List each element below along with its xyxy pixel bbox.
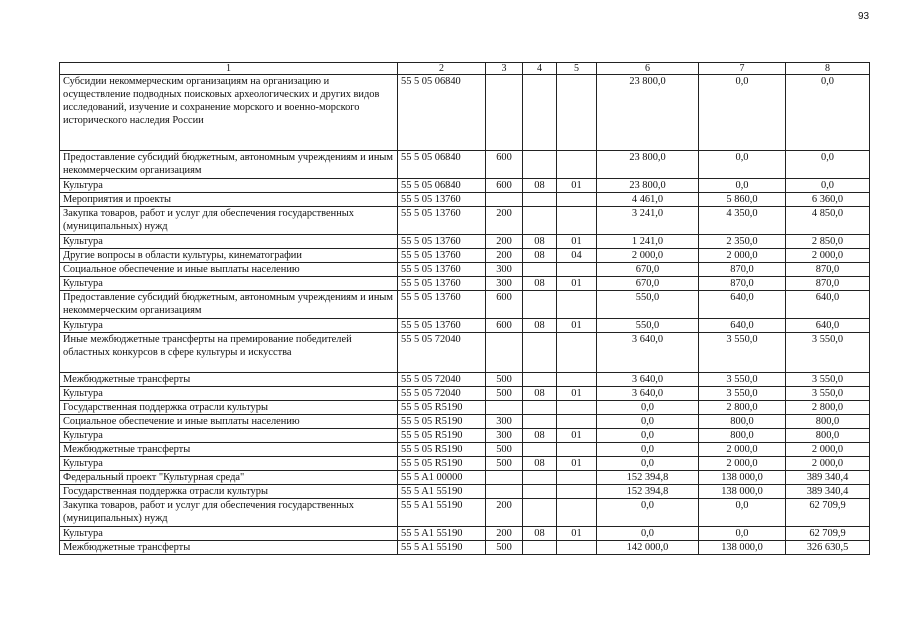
col-header: 7 <box>699 63 786 75</box>
cell-value-7: 138 000,0 <box>699 485 786 499</box>
cell-value-7: 800,0 <box>699 429 786 443</box>
cell-name: Культура <box>60 457 398 471</box>
cell-code: 55 5 05 13760 <box>398 291 486 319</box>
col-header: 1 <box>60 63 398 75</box>
cell-name: Межбюджетные трансферты <box>60 443 398 457</box>
cell-value-8: 389 340,4 <box>786 471 870 485</box>
cell-pr: 04 <box>557 249 597 263</box>
cell-value-7: 3 550,0 <box>699 373 786 387</box>
cell-vr: 200 <box>486 499 523 527</box>
cell-value-6: 670,0 <box>597 277 699 291</box>
cell-rz: 08 <box>523 277 557 291</box>
cell-value-8: 2 850,0 <box>786 235 870 249</box>
cell-value-8: 2 800,0 <box>786 401 870 415</box>
cell-code: 55 5 A1 55190 <box>398 527 486 541</box>
table-row <box>60 277 870 291</box>
cell-name: Государственная поддержка отрасли культуры <box>60 485 398 499</box>
cell-rz: 08 <box>523 235 557 249</box>
cell-name: Федеральный проект "Культурная среда" <box>60 471 398 485</box>
cell-pr <box>557 499 597 527</box>
cell-value-7: 2 350,0 <box>699 235 786 249</box>
cell-vr: 600 <box>486 179 523 193</box>
cell-code: 55 5 05 13760 <box>398 263 486 277</box>
cell-name: Предоставление субсидий бюджетным, автономным учреждениям и иным некоммерческим организациям <box>60 291 398 319</box>
cell-value-6: 550,0 <box>597 319 699 333</box>
cell-rz <box>523 471 557 485</box>
cell-code: 55 5 05 13760 <box>398 235 486 249</box>
cell-vr: 500 <box>486 443 523 457</box>
cell-name: Социальное обеспечение и иные выплаты населению <box>60 263 398 277</box>
cell-value-7: 800,0 <box>699 415 786 429</box>
cell-value-6: 3 640,0 <box>597 333 699 373</box>
table-row <box>60 443 870 457</box>
cell-vr: 600 <box>486 151 523 179</box>
cell-value-7: 3 550,0 <box>699 333 786 373</box>
cell-pr: 01 <box>557 319 597 333</box>
cell-pr: 01 <box>557 179 597 193</box>
cell-name: Культура <box>60 319 398 333</box>
cell-vr: 300 <box>486 415 523 429</box>
cell-value-8: 640,0 <box>786 319 870 333</box>
table-row <box>60 373 870 387</box>
cell-value-7: 5 860,0 <box>699 193 786 207</box>
cell-rz <box>523 499 557 527</box>
cell-value-7: 0,0 <box>699 499 786 527</box>
table-row <box>60 415 870 429</box>
cell-vr: 300 <box>486 277 523 291</box>
cell-vr: 300 <box>486 263 523 277</box>
cell-pr <box>557 443 597 457</box>
table-row <box>60 485 870 499</box>
table-row <box>60 387 870 401</box>
table-row <box>60 541 870 555</box>
cell-rz <box>523 263 557 277</box>
cell-value-7: 2 000,0 <box>699 249 786 263</box>
cell-rz <box>523 443 557 457</box>
cell-rz <box>523 485 557 499</box>
cell-name: Иные межбюджетные трансферты на премирование победителей областных конкурсов в сфере культуры и искусства <box>60 333 398 373</box>
cell-code: 55 5 A1 55190 <box>398 499 486 527</box>
cell-code: 55 5 05 06840 <box>398 179 486 193</box>
cell-code: 55 5 A1 00000 <box>398 471 486 485</box>
cell-rz: 08 <box>523 429 557 443</box>
cell-vr <box>486 471 523 485</box>
cell-pr <box>557 263 597 277</box>
cell-name: Культура <box>60 429 398 443</box>
cell-pr <box>557 291 597 319</box>
cell-code: 55 5 A1 55190 <box>398 541 486 555</box>
cell-value-8: 62 709,9 <box>786 527 870 541</box>
table-row <box>60 291 870 319</box>
cell-value-7: 640,0 <box>699 319 786 333</box>
table-row <box>60 193 870 207</box>
cell-rz: 08 <box>523 527 557 541</box>
cell-pr <box>557 401 597 415</box>
cell-value-8: 800,0 <box>786 415 870 429</box>
table-row <box>60 75 870 151</box>
cell-code: 55 5 05 R5190 <box>398 429 486 443</box>
cell-name: Предоставление субсидий бюджетным, автономным учреждениям и иным некоммерческим организациям <box>60 151 398 179</box>
cell-vr: 300 <box>486 429 523 443</box>
cell-value-7: 640,0 <box>699 291 786 319</box>
cell-vr <box>486 401 523 415</box>
table-row <box>60 333 870 373</box>
cell-pr: 01 <box>557 235 597 249</box>
cell-value-7: 138 000,0 <box>699 541 786 555</box>
cell-code: 55 5 05 72040 <box>398 373 486 387</box>
cell-value-8: 870,0 <box>786 263 870 277</box>
cell-pr <box>557 193 597 207</box>
cell-value-6: 23 800,0 <box>597 179 699 193</box>
cell-value-7: 0,0 <box>699 179 786 193</box>
cell-vr: 600 <box>486 319 523 333</box>
table-row <box>60 235 870 249</box>
col-header: 2 <box>398 63 486 75</box>
cell-rz <box>523 75 557 151</box>
cell-value-8: 800,0 <box>786 429 870 443</box>
cell-rz <box>523 401 557 415</box>
cell-rz: 08 <box>523 387 557 401</box>
cell-pr <box>557 207 597 235</box>
table-row <box>60 151 870 179</box>
cell-value-8: 2 000,0 <box>786 249 870 263</box>
cell-value-6: 23 800,0 <box>597 75 699 151</box>
cell-value-7: 0,0 <box>699 151 786 179</box>
cell-value-6: 2 000,0 <box>597 249 699 263</box>
cell-value-7: 870,0 <box>699 263 786 277</box>
table-row <box>60 471 870 485</box>
cell-value-8: 640,0 <box>786 291 870 319</box>
cell-name: Закупка товаров, работ и услуг для обеспечения государственных (муниципальных) нужд <box>60 499 398 527</box>
cell-value-7: 0,0 <box>699 75 786 151</box>
cell-name: Субсидии некоммерческим организациям на организацию и осуществление подводных поисковых археологических и других видов исследований, изучение и сохранение морского и военно-морского исторического наследия России <box>60 75 398 151</box>
cell-value-8: 4 850,0 <box>786 207 870 235</box>
cell-pr: 01 <box>557 527 597 541</box>
cell-value-6: 152 394,8 <box>597 471 699 485</box>
cell-name: Культура <box>60 235 398 249</box>
cell-rz: 08 <box>523 249 557 263</box>
cell-pr <box>557 471 597 485</box>
cell-value-6: 3 640,0 <box>597 387 699 401</box>
cell-name: Другие вопросы в области культуры, кинематографии <box>60 249 398 263</box>
cell-value-8: 389 340,4 <box>786 485 870 499</box>
cell-code: 55 5 05 R5190 <box>398 401 486 415</box>
cell-value-8: 62 709,9 <box>786 499 870 527</box>
cell-name: Культура <box>60 277 398 291</box>
cell-value-7: 138 000,0 <box>699 471 786 485</box>
cell-value-8: 0,0 <box>786 75 870 151</box>
cell-vr: 500 <box>486 457 523 471</box>
cell-vr <box>486 75 523 151</box>
cell-name: Мероприятия и проекты <box>60 193 398 207</box>
cell-value-7: 4 350,0 <box>699 207 786 235</box>
table-row <box>60 179 870 193</box>
cell-pr: 01 <box>557 429 597 443</box>
cell-vr: 200 <box>486 207 523 235</box>
cell-pr <box>557 415 597 429</box>
cell-code: 55 5 05 06840 <box>398 151 486 179</box>
cell-value-8: 3 550,0 <box>786 373 870 387</box>
cell-value-6: 0,0 <box>597 527 699 541</box>
cell-value-7: 2 000,0 <box>699 443 786 457</box>
col-header: 4 <box>523 63 557 75</box>
col-header: 6 <box>597 63 699 75</box>
table-row <box>60 401 870 415</box>
cell-value-6: 3 241,0 <box>597 207 699 235</box>
cell-value-6: 0,0 <box>597 429 699 443</box>
cell-pr <box>557 333 597 373</box>
header-row <box>60 63 870 75</box>
cell-pr: 01 <box>557 277 597 291</box>
cell-value-8: 2 000,0 <box>786 457 870 471</box>
cell-value-8: 0,0 <box>786 151 870 179</box>
table-row <box>60 249 870 263</box>
cell-vr: 500 <box>486 373 523 387</box>
cell-rz <box>523 333 557 373</box>
table-row <box>60 457 870 471</box>
cell-pr: 01 <box>557 457 597 471</box>
cell-value-8: 0,0 <box>786 179 870 193</box>
cell-vr <box>486 485 523 499</box>
table-row <box>60 429 870 443</box>
cell-value-6: 142 000,0 <box>597 541 699 555</box>
cell-code: 55 5 05 13760 <box>398 207 486 235</box>
cell-rz: 08 <box>523 179 557 193</box>
cell-rz <box>523 291 557 319</box>
cell-rz: 08 <box>523 457 557 471</box>
cell-code: 55 5 05 R5190 <box>398 443 486 457</box>
cell-code: 55 5 05 R5190 <box>398 415 486 429</box>
table-row <box>60 527 870 541</box>
col-header: 8 <box>786 63 870 75</box>
cell-value-6: 670,0 <box>597 263 699 277</box>
cell-value-6: 3 640,0 <box>597 373 699 387</box>
page-number: 93 <box>858 11 870 22</box>
cell-code: 55 5 A1 55190 <box>398 485 486 499</box>
cell-pr <box>557 151 597 179</box>
cell-code: 55 5 05 06840 <box>398 75 486 151</box>
cell-rz <box>523 193 557 207</box>
cell-code: 55 5 05 13760 <box>398 193 486 207</box>
cell-value-6: 0,0 <box>597 457 699 471</box>
table-body <box>60 75 870 555</box>
cell-name: Социальное обеспечение и иные выплаты населению <box>60 415 398 429</box>
cell-value-8: 870,0 <box>786 277 870 291</box>
col-header: 3 <box>486 63 523 75</box>
cell-rz <box>523 151 557 179</box>
cell-pr <box>557 373 597 387</box>
cell-vr <box>486 333 523 373</box>
cell-value-6: 23 800,0 <box>597 151 699 179</box>
cell-pr <box>557 485 597 499</box>
cell-vr: 200 <box>486 235 523 249</box>
cell-rz: 08 <box>523 319 557 333</box>
cell-rz <box>523 541 557 555</box>
cell-value-6: 1 241,0 <box>597 235 699 249</box>
cell-vr: 200 <box>486 249 523 263</box>
cell-value-6: 0,0 <box>597 415 699 429</box>
cell-value-8: 6 360,0 <box>786 193 870 207</box>
cell-code: 55 5 05 13760 <box>398 277 486 291</box>
cell-value-7: 0,0 <box>699 527 786 541</box>
cell-name: Культура <box>60 387 398 401</box>
cell-vr: 500 <box>486 387 523 401</box>
cell-value-7: 2 800,0 <box>699 401 786 415</box>
cell-name: Закупка товаров, работ и услуг для обеспечения государственных (муниципальных) нужд <box>60 207 398 235</box>
cell-name: Культура <box>60 527 398 541</box>
cell-pr <box>557 75 597 151</box>
cell-vr: 500 <box>486 541 523 555</box>
cell-rz <box>523 373 557 387</box>
cell-pr: 01 <box>557 387 597 401</box>
cell-value-6: 152 394,8 <box>597 485 699 499</box>
cell-value-8: 3 550,0 <box>786 333 870 373</box>
cell-vr: 600 <box>486 291 523 319</box>
cell-name: Культура <box>60 179 398 193</box>
table-row <box>60 499 870 527</box>
cell-value-8: 326 630,5 <box>786 541 870 555</box>
cell-pr <box>557 541 597 555</box>
cell-name: Государственная поддержка отрасли культуры <box>60 401 398 415</box>
cell-rz <box>523 207 557 235</box>
cell-code: 55 5 05 R5190 <box>398 457 486 471</box>
cell-value-6: 0,0 <box>597 443 699 457</box>
cell-value-8: 2 000,0 <box>786 443 870 457</box>
cell-value-7: 3 550,0 <box>699 387 786 401</box>
table-row <box>60 263 870 277</box>
cell-value-6: 0,0 <box>597 401 699 415</box>
cell-vr <box>486 193 523 207</box>
cell-value-6: 0,0 <box>597 499 699 527</box>
cell-code: 55 5 05 13760 <box>398 319 486 333</box>
cell-name: Межбюджетные трансферты <box>60 373 398 387</box>
cell-rz <box>523 415 557 429</box>
cell-value-8: 3 550,0 <box>786 387 870 401</box>
col-header: 5 <box>557 63 597 75</box>
cell-value-6: 550,0 <box>597 291 699 319</box>
budget-table <box>59 62 870 555</box>
cell-code: 55 5 05 72040 <box>398 387 486 401</box>
table-row <box>60 207 870 235</box>
cell-value-7: 2 000,0 <box>699 457 786 471</box>
table-row <box>60 319 870 333</box>
cell-name: Межбюджетные трансферты <box>60 541 398 555</box>
cell-value-6: 4 461,0 <box>597 193 699 207</box>
cell-code: 55 5 05 72040 <box>398 333 486 373</box>
cell-value-7: 870,0 <box>699 277 786 291</box>
cell-code: 55 5 05 13760 <box>398 249 486 263</box>
cell-vr: 200 <box>486 527 523 541</box>
